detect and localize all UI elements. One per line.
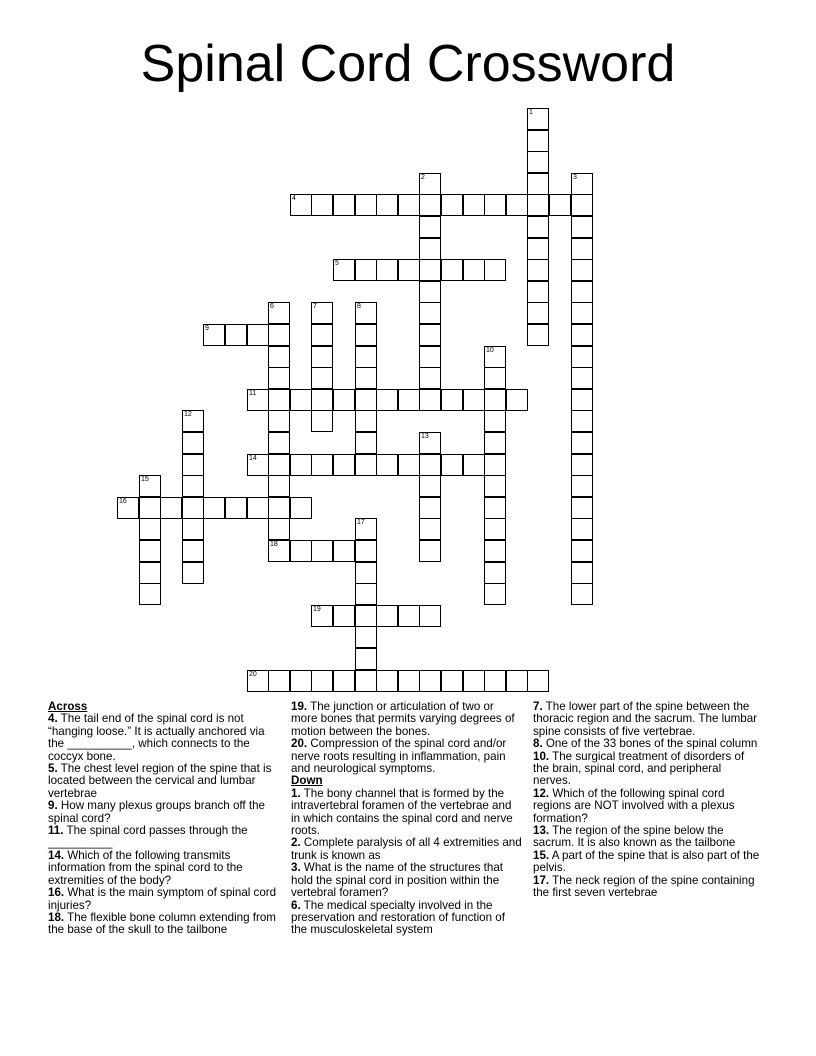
grid-cell[interactable] [571, 302, 593, 324]
grid-cell-20[interactable] [247, 670, 269, 692]
grid-cell[interactable] [527, 151, 549, 173]
grid-cell[interactable] [549, 194, 571, 216]
grid-cell[interactable] [463, 259, 485, 281]
grid-cell[interactable] [571, 324, 593, 346]
grid-cell[interactable] [225, 324, 247, 346]
clue-down-1: 1. The bony channel that is formed by the intravertebral foramen of the vertebrae and in which contains the spinal cord and nerve roots. [291, 786, 513, 838]
grid-cell[interactable] [355, 324, 377, 346]
grid-cell[interactable] [355, 194, 377, 216]
grid-cell[interactable] [484, 518, 506, 540]
cell-number: 5 [335, 260, 339, 267]
grid-cell[interactable] [355, 540, 377, 562]
grid-cell[interactable] [527, 259, 549, 281]
grid-cell[interactable] [571, 583, 593, 605]
grid-cell[interactable] [571, 475, 593, 497]
grid-cell[interactable] [376, 454, 398, 476]
grid-cell[interactable] [419, 367, 441, 389]
cell-number: 19 [313, 606, 321, 613]
grid-cell-6[interactable] [268, 302, 290, 324]
grid-cell[interactable] [419, 346, 441, 368]
grid-cell[interactable] [355, 367, 377, 389]
grid-cell[interactable] [355, 346, 377, 368]
grid-cell-12[interactable] [182, 410, 204, 432]
grid-cell[interactable] [333, 670, 355, 692]
grid-cell[interactable] [484, 475, 506, 497]
clue-down-7: 7. The lower part of the spine between the thoracic region and the sacrum. The lumbar spine consists of five vertebrae. [533, 700, 758, 738]
grid-cell[interactable] [182, 540, 204, 562]
clue-down-17: 17. The neck region of the spine containing the first seven vertebrae [533, 873, 755, 900]
grid-cell[interactable] [182, 475, 204, 497]
grid-cell[interactable] [484, 670, 506, 692]
clues-column-3 [533, 701, 761, 900]
grid-cell[interactable] [268, 346, 290, 368]
clue-across-5: 5. The chest level region of the spine that is located between the cervical and lumbar vertebrae [48, 762, 272, 800]
grid-cell-19[interactable] [311, 605, 333, 627]
grid-cell[interactable] [268, 432, 290, 454]
grid-cell[interactable] [484, 259, 506, 281]
grid-cell[interactable] [398, 259, 420, 281]
grid-cell[interactable] [571, 497, 593, 519]
grid-cell[interactable] [355, 648, 377, 670]
grid-cell-17[interactable] [355, 518, 377, 540]
grid-cell[interactable] [484, 497, 506, 519]
grid-cell[interactable] [571, 454, 593, 476]
grid-cell[interactable] [398, 605, 420, 627]
clues-column-1 [48, 701, 278, 937]
grid-cell[interactable] [311, 324, 333, 346]
grid-cell[interactable] [484, 389, 506, 411]
grid-cell[interactable] [290, 454, 312, 476]
grid-cell[interactable] [355, 410, 377, 432]
grid-cell[interactable] [139, 562, 161, 584]
grid-cell[interactable] [268, 518, 290, 540]
cell-number: 14 [249, 455, 257, 462]
grid-cell[interactable] [247, 497, 269, 519]
grid-cell[interactable] [398, 670, 420, 692]
grid-cell[interactable] [182, 497, 204, 519]
grid-cell[interactable] [484, 583, 506, 605]
grid-cell-14[interactable] [247, 454, 269, 476]
grid-cell[interactable] [506, 194, 528, 216]
grid-cell[interactable] [419, 475, 441, 497]
grid-cell[interactable] [571, 194, 593, 216]
grid-cell[interactable] [571, 432, 593, 454]
clue-down-6: 6. The medical specialty involved in the preservation and restoration of function of the musculoskeletal system [291, 898, 505, 937]
clue-down-15: 15. A part of the spine that is also part of the pelvis. [533, 848, 760, 875]
grid-cell[interactable] [441, 194, 463, 216]
down-heading: Down [291, 774, 323, 788]
grid-cell-15[interactable] [139, 475, 161, 497]
cell-number: 2 [421, 174, 425, 181]
grid-cell[interactable] [419, 324, 441, 346]
grid-cell[interactable] [484, 540, 506, 562]
grid-cell[interactable] [419, 238, 441, 260]
grid-cell[interactable] [311, 346, 333, 368]
clue-down-10: 10. The surgical treatment of disorders of the brain, spinal cord, and peripheral nerves. [533, 749, 745, 788]
grid-cell-11[interactable] [247, 389, 269, 411]
grid-cell[interactable] [527, 302, 549, 324]
grid-cell[interactable] [419, 216, 441, 238]
grid-cell[interactable] [182, 518, 204, 540]
grid-cell[interactable] [268, 670, 290, 692]
grid-cell[interactable] [139, 583, 161, 605]
grid-cell[interactable] [398, 454, 420, 476]
grid-cell[interactable] [376, 605, 398, 627]
grid-cell[interactable] [311, 194, 333, 216]
clue-down-13: 13. The region of the spine below the sacrum. It is also known as the tailbone [533, 824, 736, 850]
grid-cell[interactable] [355, 389, 377, 411]
cell-number: 13 [421, 433, 429, 440]
clue-across-20: 20. Compression of the spinal cord and/or nerve roots resulting in inflammation, pain and neurological symptoms. [291, 737, 507, 776]
grid-cell[interactable] [247, 324, 269, 346]
grid-cell[interactable] [160, 497, 182, 519]
grid-cell-4[interactable] [290, 194, 312, 216]
grid-cell[interactable] [355, 454, 377, 476]
grid-cell[interactable] [419, 497, 441, 519]
clue-across-9: 9. How many plexus groups branch off the spinal cord? [48, 799, 265, 825]
grid-cell[interactable] [398, 194, 420, 216]
grid-cell[interactable] [441, 670, 463, 692]
grid-cell[interactable] [376, 670, 398, 692]
cell-number: 20 [249, 671, 257, 678]
grid-cell[interactable] [419, 605, 441, 627]
cell-number: 12 [184, 411, 192, 418]
grid-cell[interactable] [527, 324, 549, 346]
grid-cell[interactable] [311, 410, 333, 432]
grid-cell[interactable] [527, 670, 549, 692]
grid-cell[interactable] [182, 454, 204, 476]
grid-cell[interactable] [290, 670, 312, 692]
grid-cell[interactable] [441, 259, 463, 281]
grid-cell[interactable] [311, 367, 333, 389]
cell-number: 10 [486, 347, 494, 354]
grid-cell[interactable] [527, 130, 549, 152]
clue-down-2: 2. Complete paralysis of all 4 extremities and trunk is known as [291, 836, 522, 862]
grid-cell[interactable] [311, 540, 333, 562]
clue-down-8: 8. One of the 33 bones of the spinal column [533, 737, 758, 751]
grid-cell[interactable] [463, 389, 485, 411]
grid-cell[interactable] [268, 367, 290, 389]
grid-cell[interactable] [268, 497, 290, 519]
grid-cell[interactable] [333, 540, 355, 562]
clue-down-3: 3. What is the name of the structures that hold the spinal cord in position within the vertebral foramen? [291, 861, 504, 900]
grid-cell[interactable] [571, 562, 593, 584]
puzzle-title: Spinal Cord Crossword [140, 35, 676, 93]
grid-cell[interactable] [355, 626, 377, 648]
grid-cell[interactable] [419, 389, 441, 411]
grid-cell-10[interactable] [484, 346, 506, 368]
grid-cell[interactable] [268, 410, 290, 432]
grid-cell[interactable] [355, 583, 377, 605]
clue-across-18: 18. The flexible bone column extending from the base of the skull to the tailbone [48, 910, 276, 937]
grid-cell[interactable] [527, 281, 549, 303]
grid-cell[interactable] [311, 670, 333, 692]
clue-down-12: 12. Which of the following spinal cord regions are NOT involved with a plexus formation? [533, 786, 735, 825]
grid-cell[interactable] [463, 194, 485, 216]
grid-cell[interactable] [527, 173, 549, 195]
grid-cell[interactable] [290, 497, 312, 519]
grid-cell[interactable] [571, 540, 593, 562]
grid-cell[interactable] [571, 389, 593, 411]
grid-cell[interactable] [139, 540, 161, 562]
cell-number: 1 [529, 109, 533, 116]
grid-cell[interactable] [527, 194, 549, 216]
clues-column-2 [291, 701, 523, 937]
grid-cell[interactable] [441, 389, 463, 411]
cell-number: 6 [270, 303, 274, 310]
clue-across-19: 19. The junction or articulation of two or more bones that permits varying degrees of motion between the bones. [291, 700, 515, 738]
cell-number: 16 [119, 498, 127, 505]
grid-cell[interactable] [139, 518, 161, 540]
grid-cell[interactable] [355, 259, 377, 281]
grid-cell[interactable] [333, 194, 355, 216]
grid-cell[interactable] [571, 281, 593, 303]
grid-cell[interactable] [311, 454, 333, 476]
grid-cell[interactable] [355, 432, 377, 454]
grid-cell[interactable] [225, 497, 247, 519]
clue-across-4: 4. The tail end of the spinal cord is not “hanging loose.” It is actually anchored via the __________, which connects to the coccyx bone. [48, 712, 265, 763]
grid-cell[interactable] [311, 389, 333, 411]
grid-cell-9[interactable] [203, 324, 225, 346]
grid-cell[interactable] [419, 281, 441, 303]
grid-cell[interactable] [441, 454, 463, 476]
grid-cell[interactable] [419, 518, 441, 540]
clue-across-14: 14. Which of the following transmits information from the spinal cord to the extremities of the body? [48, 848, 243, 887]
grid-cell-13[interactable] [419, 432, 441, 454]
grid-cell[interactable] [419, 259, 441, 281]
grid-cell[interactable] [506, 389, 528, 411]
grid-cell-16[interactable] [117, 497, 139, 519]
clue-across-16: 16. What is the main symptom of spinal cord injuries? [48, 886, 277, 912]
grid-cell[interactable] [571, 216, 593, 238]
grid-cell[interactable] [398, 389, 420, 411]
grid-cell[interactable] [290, 540, 312, 562]
grid-cell[interactable] [268, 324, 290, 346]
cell-number: 15 [141, 476, 149, 483]
grid-cell[interactable] [268, 454, 290, 476]
grid-cell[interactable] [484, 432, 506, 454]
grid-cell[interactable] [463, 454, 485, 476]
grid-cell[interactable] [571, 518, 593, 540]
cell-number: 7 [313, 303, 317, 310]
cell-number: 3 [573, 174, 577, 181]
grid-cell[interactable] [419, 194, 441, 216]
grid-cell[interactable] [419, 454, 441, 476]
grid-cell-2[interactable] [419, 173, 441, 195]
grid-cell[interactable] [571, 346, 593, 368]
grid-cell[interactable] [571, 259, 593, 281]
grid-cell[interactable] [527, 216, 549, 238]
grid-cell[interactable] [268, 389, 290, 411]
grid-cell[interactable] [203, 497, 225, 519]
grid-cell[interactable] [268, 475, 290, 497]
grid-cell[interactable] [463, 670, 485, 692]
cell-number: 4 [292, 195, 296, 202]
grid-cell[interactable] [376, 259, 398, 281]
grid-cell[interactable] [376, 194, 398, 216]
grid-cell-18[interactable] [268, 540, 290, 562]
grid-cell[interactable] [484, 194, 506, 216]
clue-across-11: 11. The spinal cord passes through the __________ [48, 824, 248, 850]
grid-cell[interactable] [571, 238, 593, 260]
grid-cell[interactable] [419, 670, 441, 692]
grid-cell[interactable] [333, 454, 355, 476]
cell-number: 11 [249, 390, 257, 397]
grid-cell[interactable] [484, 454, 506, 476]
grid-cell[interactable] [484, 367, 506, 389]
grid-cell[interactable] [571, 410, 593, 432]
grid-cell[interactable] [355, 562, 377, 584]
grid-cell[interactable] [139, 497, 161, 519]
grid-cell[interactable] [484, 410, 506, 432]
cell-number: 8 [357, 303, 361, 310]
cell-number: 17 [357, 519, 365, 526]
grid-cell-7[interactable] [311, 302, 333, 324]
grid-cell[interactable] [571, 367, 593, 389]
cell-number: 18 [270, 541, 278, 548]
grid-cell[interactable] [419, 302, 441, 324]
grid-cell[interactable] [527, 238, 549, 260]
grid-cell-3[interactable] [571, 173, 593, 195]
grid-cell-5[interactable] [333, 259, 355, 281]
grid-cell[interactable] [484, 562, 506, 584]
grid-cell[interactable] [333, 605, 355, 627]
grid-cell[interactable] [355, 605, 377, 627]
grid-cell[interactable] [182, 562, 204, 584]
grid-cell[interactable] [290, 389, 312, 411]
grid-cell[interactable] [355, 670, 377, 692]
grid-cell[interactable] [506, 670, 528, 692]
grid-cell[interactable] [419, 540, 441, 562]
grid-cell[interactable] [376, 389, 398, 411]
grid-cell[interactable] [182, 432, 204, 454]
grid-cell[interactable] [333, 389, 355, 411]
grid-cell-8[interactable] [355, 302, 377, 324]
grid-cell-1[interactable] [527, 108, 549, 130]
cell-number: 9 [205, 325, 209, 332]
across-heading: Across [48, 700, 88, 713]
